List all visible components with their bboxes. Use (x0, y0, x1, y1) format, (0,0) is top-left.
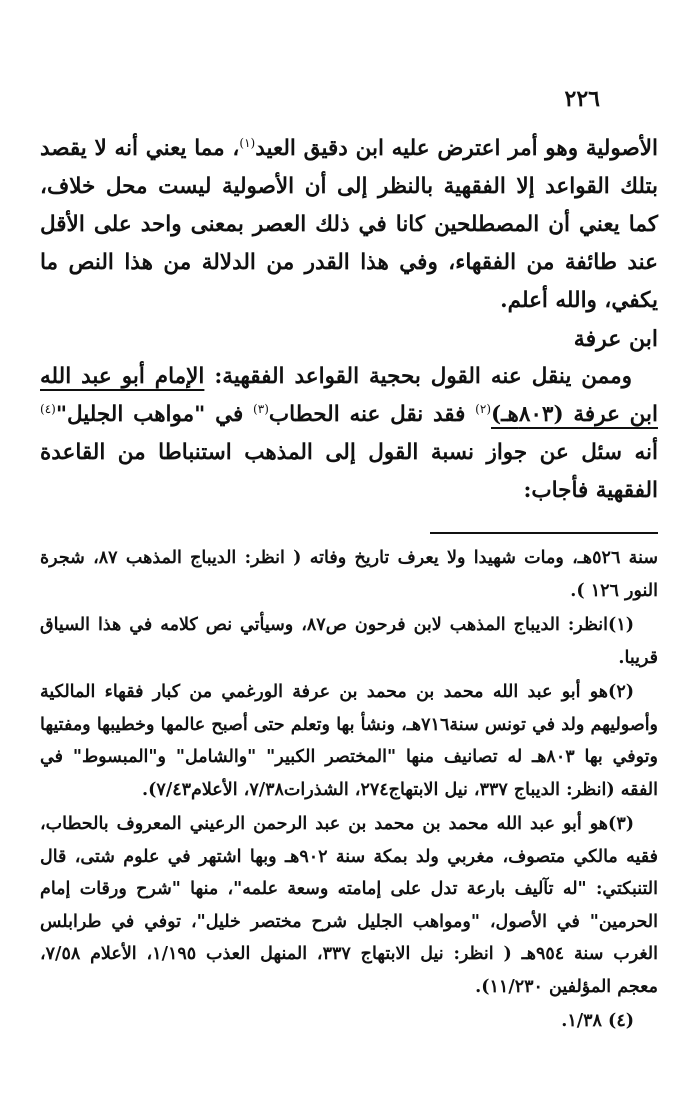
footnote-ref-1: (١) (239, 135, 256, 150)
footnote-3: (٣)هو أبو عبد الله محمد بن محمد بن عبد الرحمن الرعيني المعروف بالحطاب، فقيه مالكي متصوف، مغربي ولد بمكة سنة ٩٠٢هـ وبها اشتهر في علوم شتى، قال التنبكتي: "له تآليف بارعة تدل على إمامته وسعة علمه"، منها "شرح ورقات إمام الحرمين" في الأصول، "ومواهب الجليل شرح مختصر خليل"، توفي في طرابلس الغرب سنة ٩٥٤هـ ( انظر: نيل الابتهاج ٣٣٧، المنهل العذب ١/١٩٥، الأعلام ٧/٥٨، معجم المؤلفين ١١/٢٣٠). (40, 814, 658, 997)
paragraph-2-text-c: في "مواهب الجليل" (55, 402, 254, 427)
footnote-1: (١)انظر: الديباج المذهب لابن فرحون ص٨٧، وسيأتي نص كلامه في هذا السياق قريبا. (40, 615, 658, 668)
paragraph-1 (40, 130, 658, 320)
footnote-4: (٤) ١/٣٨. (561, 1011, 634, 1031)
page-number: ٢٢٦ (564, 86, 600, 112)
underlined-imam-name: الإمام أبو عبد الله ابن عرفة (٨٠٣هـ) (40, 364, 658, 427)
footnote-2: (٢)هو أبو عبد الله محمد بن محمد بن عرفة الورغمي من كبار فقهاء المالكية وأصوليهم ولد في تونس سنة٧١٦هـ، ونشأ بها وتعلم حتى أصبح عالمها وخطيبها ومفتيها وتوفي بها ٨٠٣هـ له تصانيف منها "المختصر الكبير" "والشامل" و"المبسوط" في الفقه (انظر: الديباج ٣٣٧، نيل الابتهاج٢٧٤، الشذرات٧/٣٨، الأعلام٧/٤٣). (40, 682, 659, 800)
footnotes (40, 542, 658, 1040)
section-heading: ابن عرفة (573, 326, 658, 352)
paragraph-1-text-a: الأصولية وهو أمر اعترض عليه ابن دقيق العيد (255, 136, 658, 161)
footnote-ref-2: (٢) (475, 401, 491, 416)
paragraph-2 (40, 358, 658, 510)
footnote-continuation: سنة ٥٢٦هـ، ومات شهيدا ولا يعرف تاريخ وفاته ( انظر: الديباج المذهب ٨٧، شجرة النور ١٢٦ ). (40, 548, 659, 601)
paragraph-2-text-a: وممن ينقل عنه القول بحجية القواعد الفقهية: (204, 364, 633, 389)
main-body (40, 130, 658, 510)
paragraph-2-text-d: أنه سئل عن جواز نسبة القول إلى المذهب استنباطا من القاعدة الفقهية فأجاب: (40, 440, 658, 503)
paragraph-2-text-b: فقد نقل عنه الحطاب (268, 402, 476, 427)
footnote-ref-4: (٤) (40, 401, 56, 416)
paragraph-1-text-b: ، مما يعني أنه لا يقصد بتلك القواعد إلا الفقهية بالنظر إلى أن الأصولية ليست محل خلاف، كما يعني أن المصطلحين كانا في ذلك العصر بمعنى واحد على الأقل عند طائفة من الفقهاء، وفي هذا القدر من الدلالة من هذا النص ما يكفي، والله أعلم. (40, 136, 658, 313)
footnote-separator (430, 532, 658, 534)
footnote-ref-3: (٣) (253, 401, 269, 416)
